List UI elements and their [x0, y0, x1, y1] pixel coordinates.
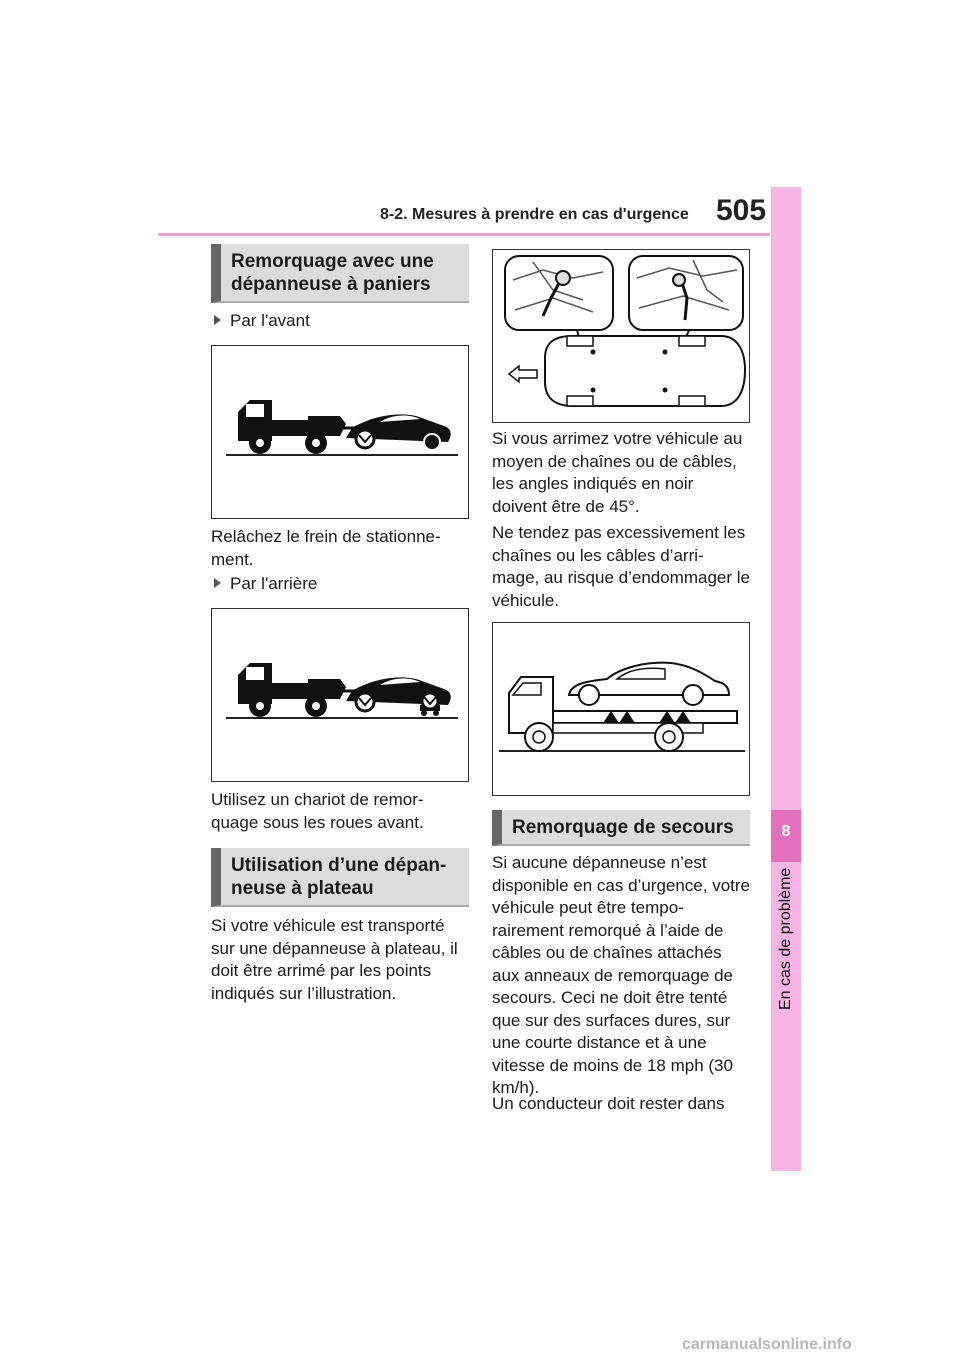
- figure-tie-down-points: [492, 249, 750, 423]
- figure-tow-front: [211, 345, 469, 519]
- text-flatbed: Si votre véhicule est transporté sur une dépanneuse à plateau, il doit être arrimé par les points indiqués sur l’illustration.: [211, 916, 458, 1003]
- bullet-arrow-icon: [214, 315, 221, 325]
- text-dolly: Utilisez un chariot de remor-quage sous les roues avant.: [211, 790, 424, 832]
- text-tension-warning: Ne tendez pas excessivement les chaînes ou les câbles d’arri-mage, au risque d’endommager le véhicule.: [492, 523, 750, 610]
- page-number: 505: [716, 194, 767, 227]
- text-parking-brake: Relâchez le frein de stationne-ment.: [211, 527, 441, 569]
- chapter-number: 8: [781, 823, 791, 840]
- heading-emergency-towing: Remorquage de secours: [492, 810, 750, 846]
- figure-tow-rear: [211, 608, 469, 782]
- bullet-front: [214, 311, 310, 331]
- flatbed-truck-illustration: [493, 623, 749, 795]
- chapter-label: En cas de problème: [777, 868, 794, 1011]
- section-title: 8-2. Mesures à prendre en cas d'urgence: [380, 206, 689, 223]
- text-driver: Un conducteur doit rester dans: [492, 1094, 725, 1113]
- text-emergency-towing: Si aucune dépanneuse n’est disponible en cas d’urgence, votre véhicule peut être tempo-rairement remorqué à l’aide de câbles ou de chaînes attachés aux anneaux de remorquage de secours. Ceci ne doit être tenté que sur des surfaces dures, sur une courte distance et à une vitesse de moins de 18 mph (30 km/h).: [492, 853, 750, 1097]
- tow-truck-front-illustration: [212, 346, 468, 518]
- heading-wheel-lift: Remorquage avec une dépanneuse à paniers: [211, 244, 469, 303]
- heading-flatbed: Utilisation d’une dépan-neuse à plateau: [211, 848, 469, 907]
- tow-truck-rear-illustration: [212, 609, 468, 781]
- bullet-front-label: Par l'avant: [230, 311, 310, 330]
- bullet-rear: [214, 574, 317, 594]
- tie-down-diagram: [493, 250, 749, 422]
- bullet-rear-label: Par l'arrière: [230, 574, 318, 593]
- watermark: carmanualsonline.info: [682, 1336, 852, 1353]
- header-rule: [158, 233, 770, 236]
- text-angle-45: Si vous arrimez votre véhicule au moyen de chaînes ou de câbles, les angles indiqués en noir doivent être de 45°.: [492, 429, 743, 516]
- figure-flatbed: [492, 622, 750, 796]
- bullet-arrow-icon: [214, 578, 221, 588]
